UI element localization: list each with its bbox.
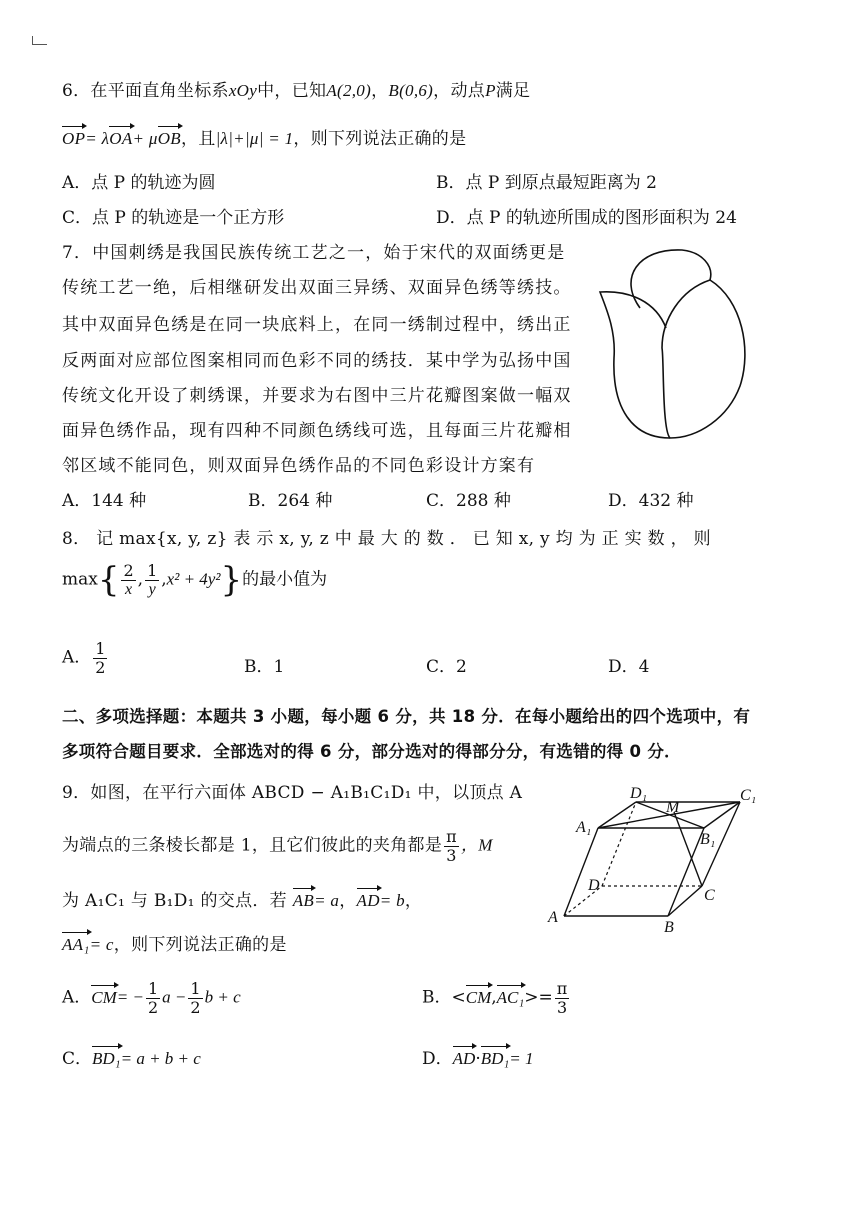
q8-max-word: max — [62, 569, 98, 590]
eq-a: = a — [314, 891, 340, 910]
option-label: A． — [62, 647, 92, 668]
q9-line1 — [62, 778, 522, 803]
q9-option-d[interactable] — [422, 1044, 534, 1069]
option-label: D． — [436, 208, 467, 228]
q6-eq-mid1: = λ — [85, 129, 110, 148]
brace-right: } — [220, 560, 243, 601]
q6-text-a: 在平面直角坐标系 — [90, 81, 229, 101]
option-text: 2 — [456, 657, 467, 677]
q6-sep: ， — [371, 81, 389, 101]
eq-sign: = − — [116, 987, 144, 1007]
q8-option-d[interactable] — [608, 652, 649, 677]
page-corner-mark — [32, 36, 47, 45]
option-text: 点 P 的轨迹是一个正方形 — [92, 208, 285, 228]
q6-text-c: ，动点 — [433, 81, 486, 101]
denominator: x — [125, 580, 133, 598]
q7-line-1: 7．中国刺绣是我国民族传统工艺之一，始于宋代的双面绣更是 — [62, 243, 566, 263]
q7-line-7: 邻区域不能同色，则双面异色绣作品的不同色彩设计方案有 — [62, 456, 536, 476]
label-b: B — [664, 919, 674, 936]
q9-line2-text: 为端点的三条棱长都是 1，且它们彼此的夹角都是 — [62, 835, 443, 856]
sep: ， — [404, 891, 423, 911]
option-label: C． — [62, 208, 93, 228]
option-label: C． — [62, 1049, 93, 1069]
petal-top — [631, 250, 711, 308]
option-label: A． — [62, 491, 92, 511]
q6-abs-condition: |λ|+|μ| = 1 — [215, 129, 294, 148]
option-text: 288 种 — [456, 491, 511, 511]
option-label: B． — [244, 657, 274, 677]
eq-b: = b — [379, 891, 405, 910]
numerator: 1 — [147, 561, 158, 580]
label-d: D — [588, 877, 600, 894]
label-c: C — [704, 887, 715, 904]
q7-option-c[interactable] — [426, 486, 511, 511]
vec-ob: OB — [157, 129, 181, 148]
q6-eq-mid2: + μ — [132, 129, 158, 148]
q6-line2 — [62, 124, 466, 149]
option-text: 144 种 — [91, 491, 147, 511]
denominator: 2 — [190, 997, 201, 1017]
vec-ad: AD — [452, 1049, 476, 1068]
vec-oa: OA — [109, 129, 133, 148]
term-a: a − — [162, 987, 187, 1007]
q9-line1-text: 9．如图，在平行六面体 ABCD − A₁B₁C₁D₁ 中，以顶点 A — [62, 783, 523, 803]
q9-line3-text: 为 A₁C₁ 与 B₁D₁ 的交点．若 — [62, 891, 287, 911]
sep: ， — [339, 891, 357, 911]
denominator: 3 — [556, 997, 568, 1017]
q9-option-b[interactable] — [422, 980, 571, 1016]
vec-cm: CM — [91, 987, 117, 1007]
numerator: π — [556, 979, 568, 998]
flower-petals-figure — [590, 238, 765, 448]
eq-one: = 1 — [509, 1049, 534, 1068]
fraction-2-over-x — [121, 562, 135, 598]
angle-open: < — [451, 987, 466, 1008]
numerator: 1 — [147, 979, 159, 998]
q6-point-p: P — [485, 81, 496, 100]
brace-left: { — [97, 560, 120, 601]
parallelepiped-figure — [540, 780, 800, 940]
q6-option-d[interactable] — [436, 203, 737, 228]
denominator: 3 — [446, 845, 457, 865]
q7-option-d[interactable] — [608, 486, 694, 511]
numerator: π — [446, 827, 457, 846]
fraction-one-half — [93, 640, 107, 676]
q9-line2 — [62, 828, 493, 864]
vec-ab: AB — [292, 891, 315, 910]
numerator: 2 — [123, 561, 134, 580]
sum-abc: = a + b + c — [120, 1049, 201, 1068]
q6-text-and: ，且 — [180, 129, 216, 149]
option-text: 点 P 的轨迹为圆 — [91, 173, 216, 193]
q9-option-a[interactable] — [62, 980, 241, 1016]
sep: , — [491, 987, 497, 1008]
q9-question-tail: ，则下列说法正确的是 — [113, 935, 287, 955]
q7-line-6: 面异色绣作品，现有四种不同颜色绣线可选，且每面三片花瓣相 — [62, 421, 572, 441]
option-text: 4 — [638, 657, 650, 677]
option-label: A． — [62, 987, 92, 1008]
dot-operator: · — [475, 1049, 481, 1069]
q7-line-5: 传统文化开设了刺绣课，并要求为右图中三片花瓣图案做一幅双 — [62, 386, 572, 406]
q6-point-b: B(0,6) — [388, 81, 434, 100]
vec-aa1: AA₁ — [62, 935, 90, 954]
vec-ac1: AC₁ — [496, 987, 525, 1007]
option-text: 264 种 — [277, 491, 333, 511]
q7-line-2: 传统工艺一绝，后相继研发出双面三异绣、双面异色绣等绣技。 — [62, 278, 572, 298]
denominator: 2 — [147, 997, 159, 1017]
option-label: B． — [422, 987, 452, 1008]
q6-point-a: A(2,0) — [326, 81, 372, 100]
q8-option-b[interactable] — [244, 652, 284, 677]
petal-left — [600, 292, 670, 438]
label-c1: C₁ — [740, 787, 757, 804]
q7-line-3: 其中双面异色绣是在同一块底料上，在同一绣制过程中，绣出正 — [62, 315, 572, 335]
q8-question-tail: 的最小值为 — [242, 569, 328, 590]
vec-ad: AD — [356, 891, 380, 910]
option-text: 1 — [273, 657, 285, 677]
q6-text-d: 满足 — [495, 81, 531, 101]
term-b-c: b + c — [204, 987, 241, 1007]
label-d1: D₁ — [630, 785, 648, 802]
option-text: 点 P 到原点最短距离为 2 — [465, 173, 657, 193]
option-label: D． — [608, 657, 639, 677]
q9-point-m: ，M — [460, 835, 493, 855]
vec-cm: CM — [465, 987, 492, 1007]
fraction-pi-over-3 — [555, 980, 570, 1016]
q8-option-a[interactable] — [62, 640, 109, 676]
q9-option-c[interactable] — [62, 1044, 201, 1069]
option-label: D． — [608, 491, 639, 511]
q7-option-b[interactable] — [248, 486, 332, 511]
q6-coord-system: xOy — [228, 81, 258, 100]
option-label: C． — [426, 491, 457, 511]
option-label: B． — [436, 173, 466, 193]
q8-expression: max{ $\frac{2}{x}$ , $\frac{1}{y}$ ,x² + 4y²}的最小值为 — [62, 560, 328, 601]
option-label: B． — [248, 491, 278, 511]
q8-line1: 8． 记 max{x, y, z} 表 示 x, y, z 中 最 大 的 数 ． 已 知 x, y 均 为 正 实 数 ， 则 — [62, 529, 711, 549]
q6-line1 — [62, 76, 530, 101]
q6-option-c[interactable] — [62, 203, 284, 228]
q9-line3 — [62, 886, 422, 911]
q6-text-b: 中，已知 — [257, 81, 327, 101]
fraction-1-over-y — [145, 562, 159, 598]
label-m: M — [666, 799, 680, 816]
label-b1: B₁ — [700, 831, 716, 848]
q7-option-a[interactable] — [62, 486, 146, 511]
section2-heading-line2: 多项符合题目要求．全部选对的得 6 分，部分选对的得部分分，有选错的得 0 分． — [62, 742, 681, 761]
q7-line-4: 反两面对应部位图案相同而色彩不同的绣技．某中学为弘扬中国 — [62, 351, 572, 371]
vec-op: OP — [62, 129, 86, 148]
numerator: 1 — [190, 979, 201, 998]
denominator: 2 — [95, 657, 106, 677]
q8-quadratic-term: x² + 4y² — [166, 569, 221, 589]
fraction-pi-over-3 — [444, 828, 459, 864]
vec-bd1: BD₁ — [92, 1049, 121, 1068]
q6-question-tail: ，则下列说法正确的是 — [293, 129, 467, 149]
vec-bd1: BD₁ — [480, 1049, 510, 1068]
fraction-one-half — [146, 980, 160, 1016]
option-label: C． — [426, 657, 457, 677]
petal-right — [662, 280, 745, 438]
q6-option-b[interactable] — [436, 168, 657, 193]
option-text: 点 P 的轨迹所围成的图形面积为 24 — [466, 208, 737, 228]
angle-close-eq: >= — [524, 987, 553, 1008]
q6-option-a[interactable] — [62, 168, 216, 193]
fraction-one-half — [188, 980, 202, 1016]
option-text: 432 种 — [638, 491, 694, 511]
numerator: 1 — [95, 639, 106, 658]
section2-heading-line1: 二、多项选择题：本题共 3 小题，每小题 6 分，共 18 分．在每小题给出的四个选项中，有 — [62, 707, 751, 726]
label-a1: A₁ — [576, 819, 592, 836]
eq-c: = c — [89, 935, 114, 954]
q6-number: 6． — [62, 81, 91, 101]
denominator: y — [148, 580, 156, 598]
option-label: D． — [422, 1049, 453, 1069]
q9-line4 — [62, 930, 287, 955]
q8-option-c[interactable] — [426, 652, 467, 677]
option-label: A． — [62, 173, 92, 193]
label-a: A — [548, 909, 558, 926]
